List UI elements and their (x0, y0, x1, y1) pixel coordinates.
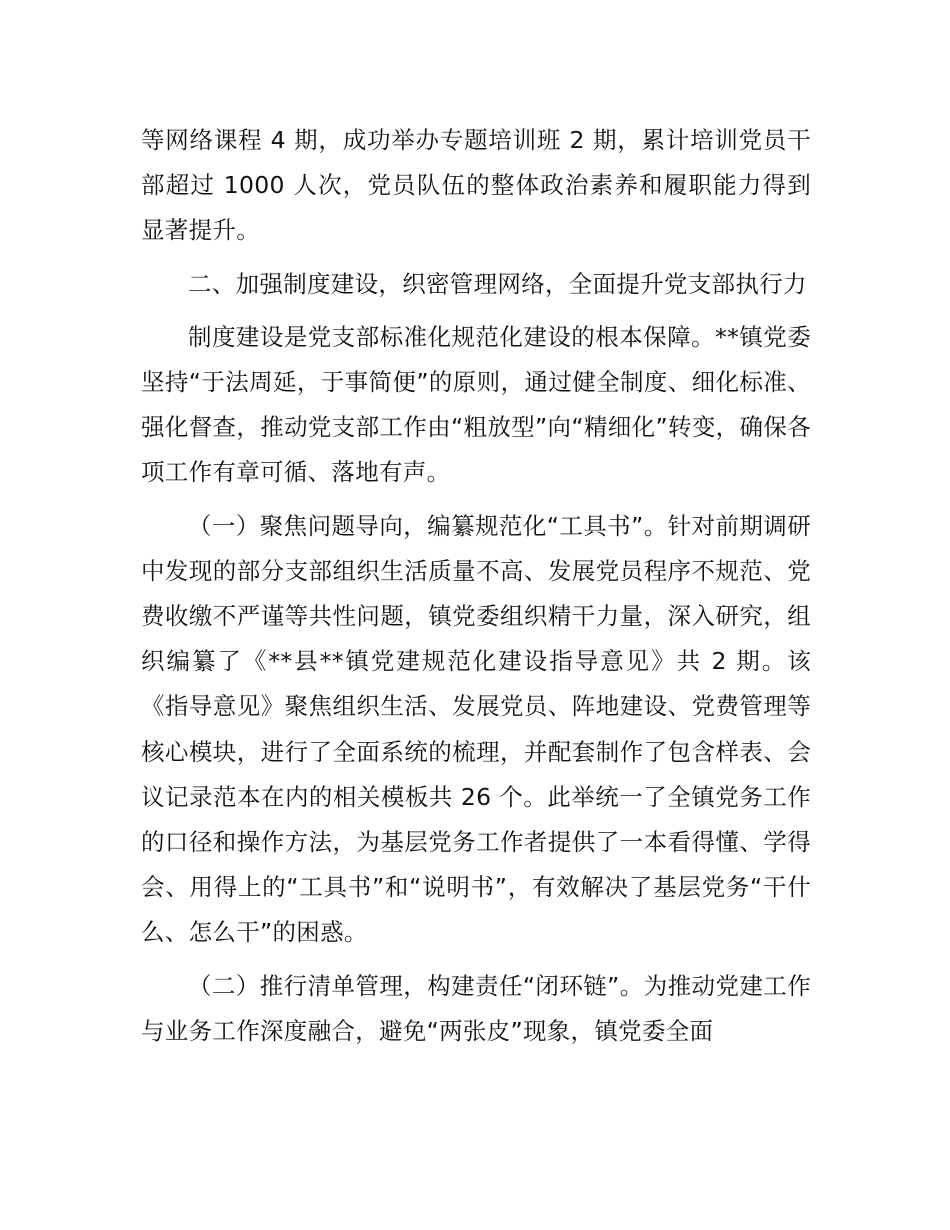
paragraph-training-continued: 等网络课程 4 期，成功举办专题培训班 2 期，累计培训党员干部超过 1000 人次，党员队伍的整体政治素养和履职能力得到显著提升。 (141, 126, 811, 245)
paragraph-system-building: 制度建设是党支部标准化规范化建设的根本保障。**镇党委坚持“于法周延，于事简便”的原则，通过健全制度、细化标准、强化督查，推动党支部工作由“粗放型”向“精细化”转变，确保各项工作有章可循、落地有声。 (141, 322, 811, 487)
paragraph-subsection-1: （一）聚焦问题导向，编纂规范化“工具书”。针对前期调研中发现的部分支部组织生活质量不高、发展党员程序不规范、党费收缴不严谨等共性问题，镇党委组织精干力量，深入研究，组织编纂了《**县**镇党建规范化建设指导意见》共 2 期。该《指导意见》聚焦组织生活、发展党员、阵地建设、党费管理等核心模块，进行了全面系统的梳理，并配套制作了包含样表、会议记录范本在内的相关模板共 26 个。此举统一了全镇党务工作的口径和操作方法，为基层党务工作者提供了一本看得懂、学得会、用得上的“工具书”和“说明书”，有效解决了基层党务“干什么、怎么干”的困惑。 (141, 511, 811, 947)
paragraph-subsection-2: （二）推行清单管理，构建责任“闭环链”。为推动党建工作与业务工作深度融合，避免“两张皮”现象，镇党委全面 (141, 971, 811, 1045)
section-heading: 二、加强制度建设，织密管理网络，全面提升党支部执行力 (188, 269, 807, 298)
document-body (141, 118, 811, 1062)
